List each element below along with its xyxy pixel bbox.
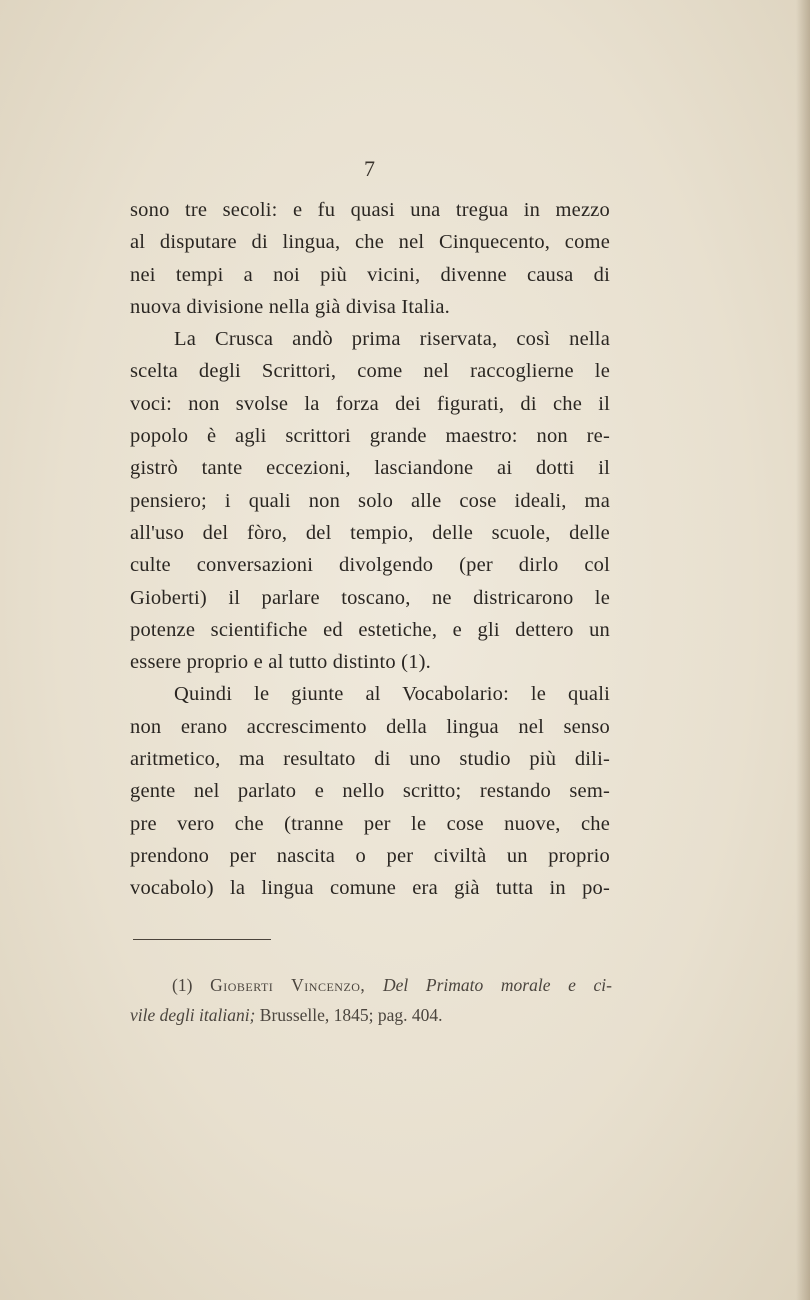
footnote-title: vile degli italiani; <box>130 1005 256 1025</box>
text-line: prendono per nascita o per civiltà un proprio <box>130 844 610 867</box>
text-line: nei tempi a noi più vicini, divenne causa di <box>130 263 610 286</box>
footnote-line <box>130 970 612 1000</box>
text-line: popolo è agli scrittori grande maestro: non re- <box>130 425 610 448</box>
footnote-divider <box>133 939 271 940</box>
text-line: aritmetico, ma resultato di uno studio più dili- <box>130 748 610 771</box>
text-line: essere proprio e al tutto distinto (1). <box>130 651 431 674</box>
text-line: al disputare di lingua, che nel Cinquecento, come <box>130 231 610 254</box>
text-line: voci: non svolse la forza dei figurati, di che il <box>130 392 610 415</box>
text-line: pre vero che (tranne per le cose nuove, che <box>130 812 610 835</box>
text-line: Gioberti) il parlare toscano, ne districarono le <box>130 586 610 609</box>
text-line: gente nel parlato e nello scritto; restando sem- <box>130 780 610 803</box>
footnote-author: Gioberti Vincenzo, <box>210 975 366 995</box>
text-line: vocabolo) la lingua comune era già tutta in po- <box>130 877 610 900</box>
text-line: gistrò tante eccezioni, lasciandone ai dotti il <box>130 457 610 480</box>
text-line: culte conversazioni divolgendo (per dirlo col <box>130 554 610 577</box>
footnote <box>130 970 612 1030</box>
footnote-marker: (1) <box>172 975 193 995</box>
footnote-line <box>130 1000 612 1030</box>
text-line: La Crusca andò prima riservata, così nella <box>174 328 610 351</box>
text-line: all'uso del fòro, del tempio, delle scuole, delle <box>130 521 610 544</box>
text-line: Quindi le giunte al Vocabolario: le quali <box>174 683 610 706</box>
text-line: non erano accrescimento della lingua nel senso <box>130 715 610 738</box>
text-line: scelta degli Scrittori, come nel raccoglierne le <box>130 360 610 383</box>
footnote-publication: Brusselle, 1845; pag. 404. <box>259 1005 443 1025</box>
text-line: nuova divisione nella già divisa Italia. <box>130 295 450 318</box>
footnote-title: Del Primato morale e ci- <box>382 975 612 995</box>
body-text <box>130 194 610 905</box>
page-edge-shadow <box>796 0 810 1300</box>
text-line: pensiero; i quali non solo alle cose ideali, ma <box>130 489 610 512</box>
page-number: 7 <box>364 156 376 181</box>
text-line: potenze scientifiche ed estetiche, e gli dettero un <box>130 618 610 641</box>
text-line: sono tre secoli: e fu quasi una tregua in mezzo <box>130 199 610 221</box>
